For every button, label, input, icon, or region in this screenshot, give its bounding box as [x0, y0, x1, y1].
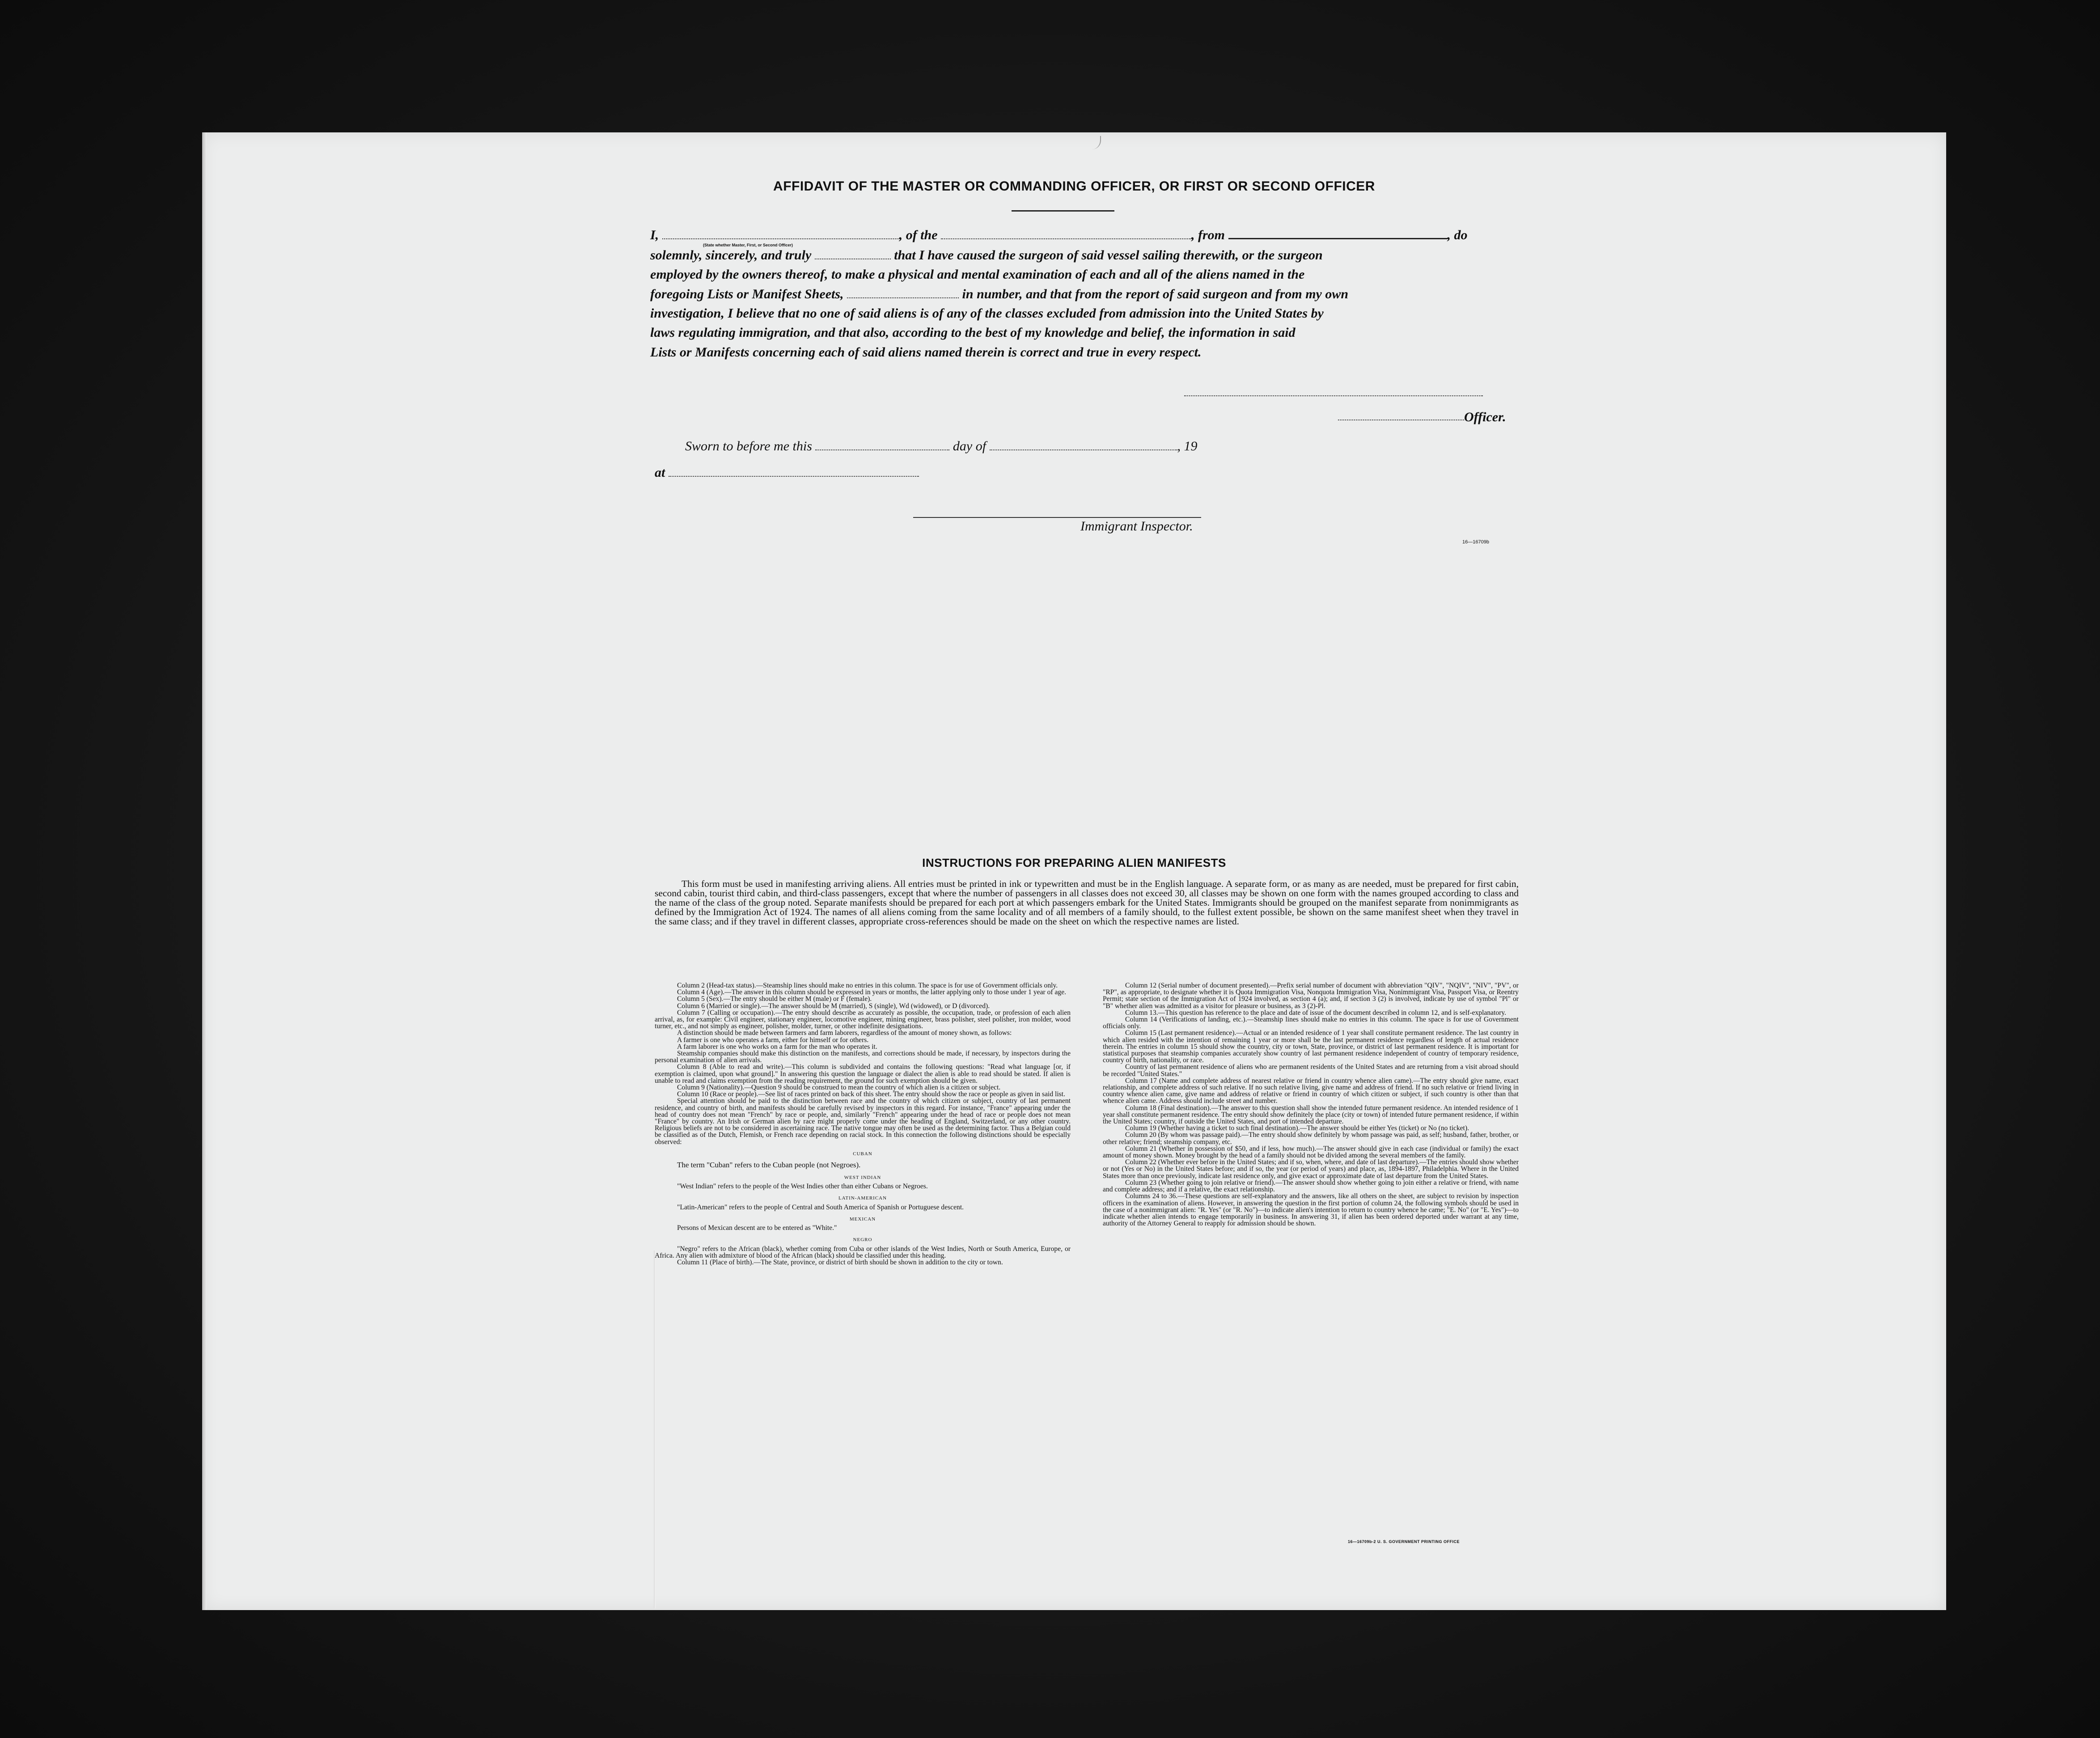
instruction-paragraph: Column 8 (Able to read and write).—This column is subdivided and contains the following questions: "Read what language [or, if exemption is claimed, upon what ground]." In answering this question the language or dialect the alien is able to read should be stated. If alien is unable to read and claims exemption from the reading requirement, the ground for such exemption should be given. [655, 1063, 1071, 1085]
printing-office-code: 16—16709b-2 U. S. GOVERNMENT PRINTING OFFICE [1348, 1539, 1460, 1544]
affidavit-text: , from [1191, 228, 1225, 242]
inspector-label: Immigrant Inspector. [1080, 519, 1193, 534]
instructions-intro: This form must be used in manifesting arriving aliens. All entries must be printed in ink or typewritten and must be in the English language. A separate form, or as many as are needed, must be prepared for first cabin, second cabin, tourist third cabin, and third-class passengers, except that where the number of passengers in all classes does not exceed 30, all classes may be shown on one form with the names grouped according to class and the name of the class of the group noted. Separate manifests should be prepared for each port at which passengers embark for the United States. Immigrants should be grouped on the manifest separate from nonimmigrants as defined by the Immigration Act of 1924. The names of all aliens coming from the same locality and of all members of a family should, to the fullest extent possible, be shown on the same manifest sheet when they travel in the same class; and if they travel in different classes, appropriate cross-references should be made on the sheet on which the respective names are listed. [655, 878, 1519, 927]
page-crease [654, 1251, 656, 1608]
instruction-paragraph: Column 15 (Last permanent residence).—Actual or an intended residence of 1 year shall constitute permanent residence. The last country in which alien resided with the intention of remaining 1 year or more shall be the last permanent residence regardless of length of actual residence therein. The entries in column 15 should show the country, city or town, State, province, or district of last permanent residence. It is important for statistical purposes that steamship companies accurately show country of last permanent residence independent of country of temporary residence, country of birth, nationality, or race. [1103, 1029, 1519, 1064]
mexican-text: Persons of Mexican descent are to be entered as "White." [677, 1224, 837, 1232]
instruction-paragraph: Column 17 (Name and complete address of nearest relative or friend in country whence alien came).—The entry should give name, exact relationship, and complete address of such relative. If no such relative living, give name and address of friend. If no such relative or friend living in country whence alien came, give name and address of relative or friend in country of which citizen or subject, if such country is other than that whence alien came. Address should include street and number. [1103, 1077, 1519, 1105]
title-underline [1012, 210, 1114, 212]
affidavit-text: that I have caused the surgeon of said vessel sailing therewith, or the surgeon [894, 248, 1323, 263]
instruction-paragraph: Columns 24 to 36.—These questions are self-explanatory and the answers, like all others on the sheet, are subject to revision by inspection officers in the examination of aliens. However, in answering the question in the first portion of column 24, the following symbols should be used in the case of a nonimmigrant alien: "R. Yes" (or "R. No")—to indicate alien's intention to return to country whence he came; "E. No" (or "E. Yes")—to indicate whether alien intends to engage temporarily in business. In answering 31, if alien has been ordered deported under warrant at any time, authority of the Attorney General to reapply for admission should be shown. [1103, 1192, 1519, 1228]
instruction-paragraph: Column 19 (Whether having a ticket to such final destination).—The answer should be either Yes (ticket) or No (no ticket). [1125, 1124, 1469, 1132]
instruction-paragraph: A distinction should be made between farmers and farm laborers, regardless of the amount of money shown, as follows: [677, 1029, 1012, 1037]
mexican-heading: MEXICAN [849, 1216, 876, 1222]
affidavit-line-5: investigation, I believe that no one of said aliens is of any of the classes excluded from admission into the United States by [650, 306, 1324, 321]
instruction-paragraph: Column 21 (Whether in possession of $50, and if less, how much).—The answer should give in each case (individual or family) the exact amount of money shown. Money brought by the head of a family should not be divided among the several members of the family. [1103, 1145, 1519, 1160]
sworn-text: , 19 [1177, 439, 1198, 454]
officer-label: Officer. [1464, 410, 1506, 424]
sworn-line [685, 439, 1198, 454]
instruction-paragraph: Column 5 (Sex).—The entry should be either M (male) or F (female). [677, 995, 872, 1003]
affidavit-text: I, [650, 228, 659, 242]
negro-text: "Negro" refers to the African (black), whether coming from Cuba or other islands of the West Indies, North or South America, Europe, or Africa. Any alien with admixture of blood of the African (black) should be classified under this heading. [655, 1245, 1071, 1259]
instruction-paragraph: Column 23 (Whether going to join relative or friend).—The answer should show whether going to join either a relative or friend, with name and complete address; and if a relative, the exact relationship. [1103, 1178, 1519, 1194]
sworn-text: Sworn to before me this [685, 439, 812, 454]
cuban-text: The term "Cuban" refers to the Cuban people (not Negroes). [677, 1161, 861, 1170]
instruction-paragraph: Steamship companies should make this distinction on the manifests, and corrections should be made, if necessary, by inspectors during the personal examination of alien arrivals. [655, 1050, 1071, 1064]
form-code: 16—16709b [1462, 539, 1489, 545]
instruction-paragraph: Column 6 (Married or single).—The answer should be M (married), S (single), Wd (widowed), or D (divorced). [677, 1002, 990, 1010]
instruction-paragraph: Column 13.—This question has reference to the place and date of issue of the document described in column 12, and is self-explanatory. [1125, 1009, 1507, 1017]
instruction-paragraph: Column 2 (Head-tax status).—Steamship lines should make no entries in this column. The space is for use of Government officials only. [677, 982, 1058, 989]
affidavit-line-3: employed by the owners thereof, to make a physical and mental examination of each and all of the aliens named in the [650, 267, 1305, 282]
instruction-paragraph: Column 12 (Serial number of document presented).—Prefix serial number of document with abbreviation "QIV", "NQIV", "NIV", "PV", or "RP", as appropriate, to designate whether it is Quota Immigration Visa, Nonquota Immigration Visa, Nonimmigrant Visa, Passport Visa, or Reentry Permit; state section of the Immigration Act of 1924 involved, as section 4 (a); and, if section 3 (2) is involved, indicate by use of symbol "Pl" or "B" whether alien was admitted as a visitor for pleasure or business, as 3 (2)-Pl. [1103, 982, 1519, 1010]
affidavit-line-6: laws regulating immigration, and that also, according to the best of my knowledge and belief, the information in said [650, 325, 1296, 340]
affidavit-line-7: Lists or Manifests concerning each of said aliens named therein is correct and true in every respect. [650, 345, 1202, 360]
instructions-left-column [655, 982, 1071, 1266]
officer-signature-line[interactable] [1184, 394, 1483, 396]
west-indian-text: "West Indian" refers to the people of the West Indies other than either Cubans or Negroes. [677, 1183, 928, 1191]
latin-american-text: "Latin-American" refers to the people of Central and South America of Spanish or Portuguese descent. [677, 1203, 964, 1211]
instruction-paragraph: Column 10 (Race or people).—See list of races printed on back of this sheet. The entry should show the race or people as given in said list. [677, 1090, 1065, 1098]
rank-field-note: (State whether Master, First, or Second Officer) [703, 243, 793, 247]
affidavit-text: , of the [899, 228, 938, 242]
instructions-right-column [1103, 982, 1519, 1227]
instructions-title: INSTRUCTIONS FOR PREPARING ALIEN MANIFESTS [922, 856, 1226, 869]
manifest-page [202, 132, 1946, 1610]
departure-port-field[interactable] [1228, 227, 1448, 239]
affidavit-text: foregoing Lists or Manifest Sheets, [650, 287, 844, 301]
inspector-signature-line[interactable] [913, 516, 1201, 518]
at-line [655, 465, 919, 480]
affidavit-line-2 [650, 246, 1518, 264]
instruction-paragraph: Column 18 (Final destination).—The answer to this question shall show the intended future permanent residence. An intended residence of 1 year shall constitute permanent residence. The entry should show definitely the place (city or town) of intended future permanent residence, if within the United States; country, if outside the United States, and port of intended departure. [1103, 1104, 1519, 1126]
instruction-paragraph: Special attention should be paid to the distinction between race and the country of which citizen or subject, country of last permanent residence, and country of birth, and manifests should be carefully revised by inspectors in this regard. For instance, "France" appearing under the head of country does not mean "French" by race or people, and, similarly "French" appearing under the head of race or people does not mean "France" by country. An Irish or German alien by race might properly come under the heading of England, Switzerland, or any other country. Religious beliefs are not to be considered in ascertaining race. The native tongue may often be used as the determining factor. Thus a Belgian could be classified as of the Dutch, Flemish, or French race depending on racial stock. In this connection the following distinctions should be especially observed: [655, 1097, 1071, 1146]
page-edge-shadow [202, 132, 207, 1610]
sheet-count-field[interactable] [847, 287, 959, 298]
column-11-text: Column 11 (Place of birth).—The State, province, or district of birth should be shown in addition to the city or town. [677, 1258, 1003, 1266]
instruction-paragraph: Column 4 (Age).—The answer in this column should be expressed in years or months, the latter applying only to those under 1 year of age. [677, 988, 1067, 996]
instruction-paragraph: A farm laborer is one who works on a farm for the man who operates it. [677, 1043, 877, 1051]
affidavit-line-1 [650, 226, 1518, 244]
sworn-month-field[interactable] [990, 439, 1177, 450]
instruction-paragraph: Country of last permanent residence of aliens who are permanent residents of the United States and are returning from a visit abroad should be recorded "United States." [1103, 1063, 1519, 1078]
sworn-day-field[interactable] [815, 439, 949, 450]
officer-rank-field[interactable] [662, 228, 899, 239]
instruction-paragraph: Column 14 (Verifications of landing, etc.).—Steamship lines should make no entries in this column. The space is for use of Government officials only. [1103, 1016, 1519, 1030]
instruction-paragraph: Column 7 (Calling or occupation).—The entry should describe as accurately as possible, the occupation, trade, or profession of each alien arrival, as, for example: Civil engineer, stationary engineer, locomotive engineer, mining engineer, brass polisher, steel polisher, iron molder, wood turner, etc., and not simply as engineer, polisher, molder, turner, or other indefinite designations. [655, 1009, 1071, 1030]
instruction-paragraph: Column 22 (Whether ever before in the United States; and if so, when, where, and date of last departure).—The entries should show whether or not (Yes or No) in the United States before; and if so, the year (or period of years) and place, as, 1894-1897, Philadelphia. Where in the United States more than once previously, indicate last residence only, and give exact or approximate date of last departure from the United States. [1103, 1158, 1519, 1180]
instruction-paragraph: Column 20 (By whom was passage paid).—The entry should show definitely by whom passage was paid, as self; husband, father, brother, or other relative; friend; steamship company, etc. [1103, 1131, 1519, 1146]
instruction-paragraph: A farmer is one who operates a farm, either for himself or for others. [677, 1036, 869, 1044]
affidavit-line-4 [650, 285, 1518, 303]
west-indian-heading: WEST INDIAN [844, 1175, 881, 1181]
cuban-heading: CUBAN [853, 1151, 872, 1157]
at-label: at [655, 465, 665, 480]
latin-american-heading: LATIN-AMERICAN [838, 1195, 887, 1201]
negro-heading: NEGRO [853, 1237, 872, 1243]
instruction-paragraph: Column 9 (Nationality).—Question 9 should be construed to mean the country of which alien is a citizen or subject. [677, 1084, 1001, 1092]
vessel-name-field[interactable] [941, 228, 1191, 239]
officer-name-line[interactable] [1338, 419, 1464, 420]
ink-mark [1082, 136, 1101, 149]
sworn-text: day of [953, 439, 986, 454]
affidavit-text: in number, and that from the report of said surgeon and from my own [962, 287, 1349, 301]
affidavit-text: , do [1447, 228, 1468, 242]
swear-field[interactable] [815, 248, 891, 259]
affidavit-text: solemnly, sincerely, and truly [650, 248, 812, 263]
place-field[interactable] [669, 465, 919, 477]
affidavit-title: AFFIDAVIT OF THE MASTER OR COMMANDING OFFICER, OR FIRST OR SECOND OFFICER [773, 179, 1375, 194]
